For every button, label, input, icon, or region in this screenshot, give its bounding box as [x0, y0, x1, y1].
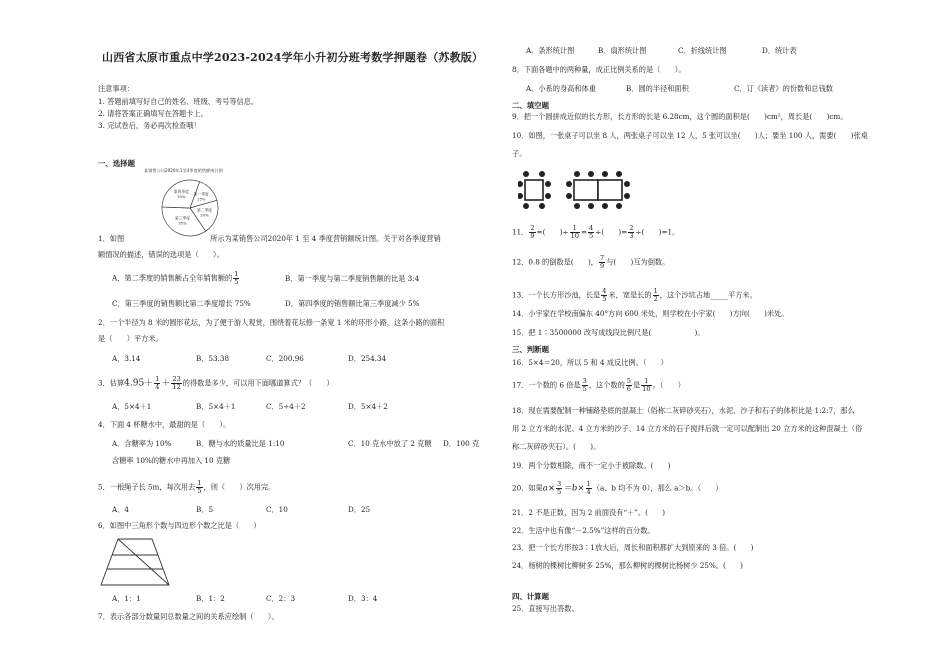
- section-heading-fill: 二、填空题: [512, 101, 549, 110]
- q13-b: 米，宽是长的: [608, 290, 652, 300]
- q11-e: ÷( )=1。: [635, 227, 680, 237]
- question-21: 21．2 不是正数，因为 2 前面没有“＋”。( ): [512, 508, 666, 517]
- q3-option: B．5×4＋1: [196, 402, 236, 411]
- question-18-l2: 用 2 立方米的水泥、4 立方米的沙子、14 立方米的石子搅拌后就一定可以配制出 20 立方米的这种混凝土（俗: [512, 424, 863, 433]
- q11-b: =( )÷: [536, 227, 569, 237]
- q12-a: 12．0.8 的倒数是( )，: [512, 257, 598, 267]
- fraction-numerator: 1: [586, 480, 591, 488]
- fraction-denominator: 5: [589, 232, 594, 240]
- question-13: [512, 288, 757, 303]
- fraction-numerator: 1: [234, 270, 239, 278]
- pie-chart-title: 某销售公司2020年1至4季度销售额统计图: [144, 168, 223, 173]
- pie-chart: [142, 166, 242, 240]
- q4-option-a: A．含糖率为 10%: [112, 439, 172, 448]
- q11-c: =: [580, 227, 587, 237]
- fraction: [588, 225, 594, 240]
- pie-label: 第二季度: [196, 207, 213, 213]
- q5-option: D．25: [348, 505, 371, 514]
- fraction: [154, 376, 160, 391]
- q6-option: D．3：4: [348, 594, 378, 603]
- q2-option: A．3.14: [112, 354, 141, 363]
- fraction-denominator: 3: [629, 232, 634, 240]
- q17-a: 17．一个数的 6 倍是: [512, 380, 581, 390]
- section-heading-calc: 四、计算题: [512, 592, 549, 601]
- fraction-numerator: 4: [602, 287, 607, 295]
- q20-d: （a、b 均不为 0），那么 a＞b。（ ）: [592, 483, 723, 493]
- question-25: 25．直接写出答数。: [512, 604, 579, 613]
- q4-option-b: B．糖与水的质量比是 1:10: [196, 439, 285, 448]
- fraction: [599, 255, 605, 270]
- q20-c: ＝b×: [563, 483, 585, 494]
- fraction: [556, 481, 562, 496]
- question-1-stem: [98, 234, 441, 244]
- q7-option: A．条形统计图: [526, 46, 575, 55]
- fraction-numerator: 1: [641, 378, 651, 386]
- pie-label: 30%: [177, 194, 186, 200]
- q2-option: D．254.34: [348, 354, 387, 363]
- question-22: 22．生活中也有像“－2.5%”这样的百分数。: [512, 526, 655, 535]
- q7-option: B．扇形统计图: [598, 46, 647, 55]
- q8-option: C．订《读者》的份数和总钱数: [734, 84, 833, 93]
- fraction: [196, 480, 202, 495]
- fraction-numerator: 5: [626, 377, 631, 385]
- q12-b: 与( )互为倒数。: [606, 257, 670, 267]
- tables-diagram: [518, 170, 648, 210]
- pie-chart-figure: [142, 166, 242, 243]
- q13-a: 13．一个长方形沙池，长是: [512, 290, 601, 300]
- question-3-stem: [98, 376, 334, 391]
- q7-option: D．统计表: [762, 46, 797, 55]
- tables-figure: [518, 170, 648, 213]
- q4-option-c: C．10 克水中放了 2 克糖: [348, 439, 432, 448]
- fraction-numerator: 2: [629, 224, 634, 232]
- fraction-denominator: 10: [570, 232, 579, 240]
- q13-c: ，这个沙坑占地_____平方米。: [659, 290, 757, 300]
- q5-option: C．10: [266, 505, 288, 514]
- fraction: [626, 378, 632, 393]
- trapezoid-diagram: [100, 537, 170, 587]
- q6-option: A．1：1: [112, 594, 141, 603]
- fraction: [529, 225, 535, 240]
- notice-item: 2. 请将答案正确填写在答题卡上。: [98, 109, 208, 118]
- pie-label: 35%: [178, 220, 187, 226]
- fraction: [628, 225, 634, 240]
- q1-option-a: [112, 271, 240, 286]
- q20-a: 20．如果: [512, 483, 543, 493]
- q3-expr: 4.95＋: [124, 378, 154, 389]
- q6-option: B．1：2: [196, 594, 225, 603]
- notice-item: 1. 答题前填写好自己的姓名、班级、考号等信息。: [98, 97, 259, 106]
- fraction-denominator: 5: [582, 385, 587, 393]
- question-18-l1: 18．现在需要配制一种铺路垫底的混凝土（俗称二灰碎砂夹石），水泥、沙子和石子的体积比是 1:2:7，那么: [512, 406, 855, 415]
- q7-option: C．折线统计图: [678, 46, 727, 55]
- q3-option: D．5×4＋2: [348, 402, 388, 411]
- q20-b: a×: [542, 483, 556, 494]
- fraction-denominator: 2: [653, 295, 658, 303]
- trapezoid-figure: [100, 537, 170, 590]
- fraction-numerator: 3: [582, 377, 587, 385]
- q4-option-d: D．100 克: [443, 439, 480, 448]
- question-11: [512, 225, 679, 240]
- question-6-stem: 6．如图中三角形个数与四边形个数之比是（ ）: [98, 521, 261, 530]
- fraction-denominator: 9: [599, 262, 605, 270]
- question-19: 19．两个分数相除，商不一定小于被除数。( ): [512, 461, 671, 470]
- q1-stem-b: 所示为某销售公司2020年 1 至 4 季度营销额统计图。关于对各季度营销: [210, 234, 441, 243]
- q2-option: C．200.96: [266, 354, 304, 363]
- q11-d: ÷( )=: [595, 227, 628, 237]
- question-7-stem: 7．表示各部分数量同总数量之间的关系应绘制（ ）。: [98, 612, 279, 621]
- question-20: [512, 481, 723, 496]
- fraction-denominator: 4: [586, 488, 591, 496]
- q3-pre: 3．估算: [98, 378, 125, 388]
- fraction-denominator: 12: [172, 383, 181, 391]
- question-4-stem: 4．下面 4 杯糖水中，最甜的是（ ）。: [98, 420, 231, 429]
- pie-label: 第四季度: [173, 189, 189, 195]
- fraction-numerator: 1: [570, 225, 580, 233]
- q17-c: 是: [632, 380, 641, 390]
- question-23: 23．把一个长方形按3∶1放大后，周长和面积都扩大到原来的 3 倍。( ): [512, 543, 754, 552]
- fraction: [171, 376, 181, 391]
- q1-option-b: B．第一季度与第二季度销售额的比是 3:4: [285, 274, 420, 283]
- fraction: [641, 378, 651, 393]
- q1-stem-c: 额情况的描述，错误的选项是（ ）。: [98, 250, 224, 259]
- question-15: 15．把 1∶3500000 改写成线段比例尺是( )。: [512, 328, 705, 337]
- q17-b: ，这个数的: [588, 380, 625, 390]
- q3-post: 的得数是多少，可以用下面哪道算式？（ ）: [182, 378, 334, 388]
- question-12: [512, 255, 669, 270]
- fraction-denominator: 5: [602, 295, 607, 303]
- q5-post: ，则（ ）次用完。: [203, 482, 276, 492]
- q5-option: A．4: [112, 505, 129, 514]
- section-heading-judge: 三、判断题: [512, 345, 549, 354]
- pie-label: 第三季度: [174, 215, 191, 221]
- fraction-denominator: 10: [642, 385, 651, 393]
- fraction: [570, 225, 580, 240]
- q3-option: A．5×4＋1: [112, 402, 152, 411]
- fraction-numerator: 7: [599, 254, 605, 262]
- fraction-numerator: 3: [557, 480, 562, 488]
- notice-item: 3. 完试卷后，务必再次检查哦！: [98, 121, 201, 130]
- q1-stem-a: 1．如图: [98, 234, 125, 243]
- fraction-numerator: 1: [155, 375, 160, 383]
- q3-option: C．5÷4＋2: [266, 402, 306, 411]
- q1-option-a-text: A．第二季度的销售额占全年销售额的: [112, 273, 233, 283]
- fraction-denominator: 5: [557, 488, 562, 496]
- q4-option-d-cont: 含糖率 10%的糖水中再加入 10 克糖: [112, 456, 231, 465]
- fraction-numerator: 1: [197, 479, 202, 487]
- q2-option: B．53.38: [196, 354, 230, 363]
- fraction-numerator: 4: [589, 224, 594, 232]
- q5-pre: 5．一根绳子长 5m，每次用去: [98, 482, 196, 492]
- pie-label: 20%: [200, 212, 209, 218]
- page-title: 山西省太原市重点中学2023-2024学年小升初分班考数学押题卷（苏教版）: [102, 51, 484, 64]
- fraction-denominator: 6: [626, 385, 631, 393]
- q3-plus: ＋: [161, 378, 171, 389]
- q1-option-c: C．第三季度的销售额比第二季度增长 75%: [112, 299, 251, 308]
- question-18-l3: 称二灰碎砂夹石）。( )。: [512, 442, 601, 451]
- fraction: [582, 378, 588, 393]
- question-5-stem: [98, 480, 275, 495]
- fraction: [233, 271, 239, 286]
- question-24: 24．杨树的棵树比柳树多 25%，那么柳树的棵树比杨树少 25%。( ): [512, 561, 743, 570]
- section-heading-choice: 一、选择题: [98, 159, 135, 168]
- fraction-denominator: 5: [234, 278, 239, 286]
- fraction-numerator: 1: [653, 287, 658, 295]
- question-8-stem: 8．下面各题中的两种量，成正比例关系的是（ ）。: [512, 65, 686, 74]
- q8-option: B．圆的半径和面积: [626, 84, 689, 93]
- question-10-l2: 子。: [512, 149, 527, 158]
- question-14: 14．小宇家在学校南偏东 40°方向 600 米处，则学校在小宇家( )方向( )米处。: [512, 309, 789, 318]
- question-17: [512, 378, 685, 393]
- question-2-stem-2: 是（ ）平方米。: [98, 334, 163, 343]
- fraction-denominator: 9: [530, 232, 535, 240]
- fraction-numerator: 2: [530, 224, 535, 232]
- q6-option: C．2：3: [266, 594, 296, 603]
- q17-d: 。（ ）: [652, 380, 685, 390]
- q1-option-d: D．第四季度的销售额比第三季度减少 5%: [285, 299, 420, 308]
- question-16: 16．5×4＝20，所以 5 和 4 成反比例。（ ）: [512, 358, 668, 367]
- pie-label: 第一季度: [193, 191, 209, 197]
- notice-heading: 注意事项：: [98, 84, 134, 93]
- fraction: [601, 288, 607, 303]
- q11-a: 11．: [512, 227, 529, 237]
- pie-label: 15%: [197, 196, 206, 202]
- fraction-numerator: 23: [172, 375, 181, 383]
- question-2-stem: 2．一个半径为 8 米的圆形花坛，为了便于游人观赏，围绕着花坛修一条宽 1 米的环形小路，这条小路的面积: [98, 318, 445, 327]
- fraction: [653, 288, 659, 303]
- fraction: [586, 481, 592, 496]
- q5-option: B．5: [196, 505, 214, 514]
- question-9: 9．把一个圆拼成近似的长方形，长方形的长是 6.28cm，这个圆的面积是( )cm²，周长是( )cm。: [512, 112, 848, 121]
- fraction-denominator: 5: [197, 487, 202, 495]
- fraction-denominator: 4: [155, 383, 160, 391]
- question-10-l1: 10．如图，一张桌子可以坐 8 人，两张桌子可以坐 12 人，5 张可以坐( )人；要坐 100 人，需要( )张桌: [512, 131, 868, 140]
- q8-option: A．小系的身高和体重: [526, 84, 596, 93]
